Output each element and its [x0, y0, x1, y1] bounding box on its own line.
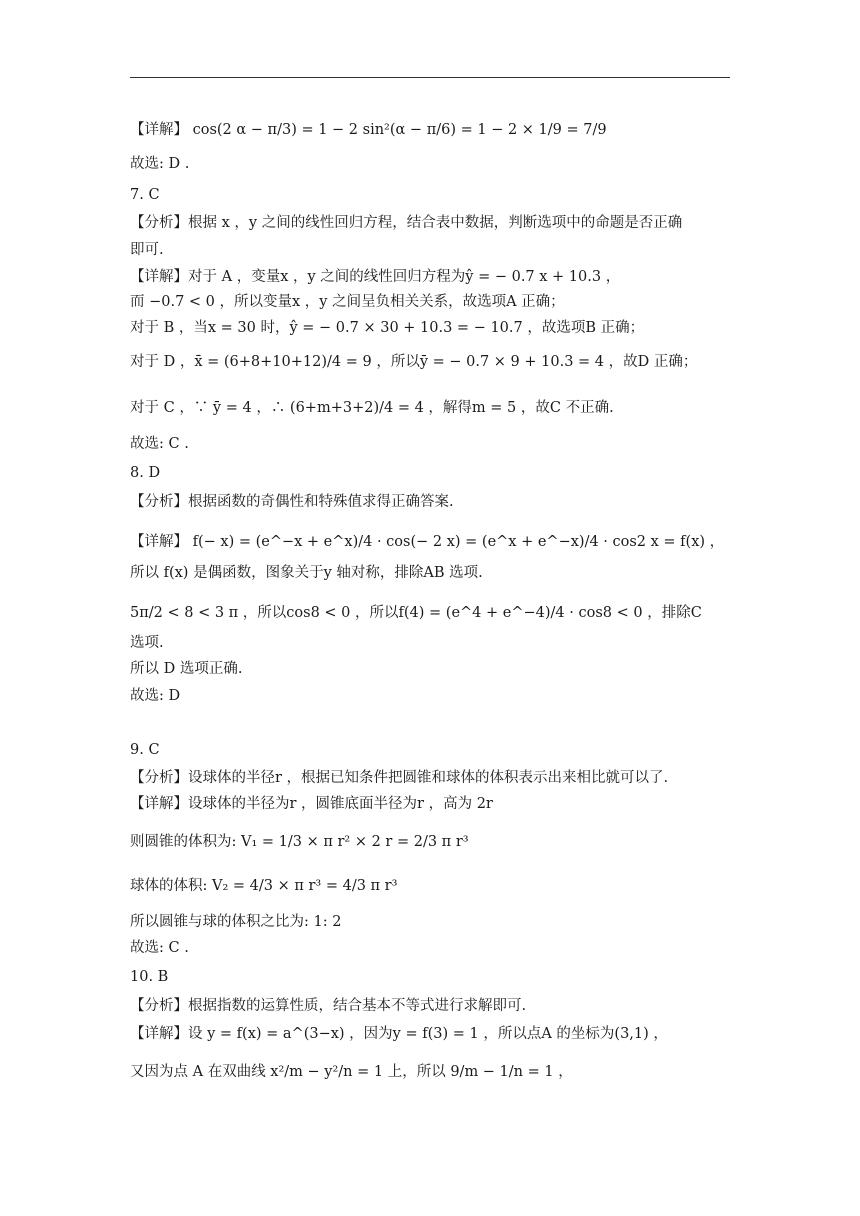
text-line: 即可. — [130, 242, 164, 258]
text-line: 【分析】设球体的半径r ，根据已知条件把圆锥和球体的体积表示出来相比就可以了. — [130, 770, 669, 786]
text-line: 对于 C ，∵ ȳ = 4 ，∴ (6+m+3+2)/4 = 4 ，解得m = 5 ，故C 不正确. — [130, 400, 614, 416]
text-line: 所以 D 选项正确. — [130, 661, 243, 677]
text-line: 【分析】根据指数的运算性质，结合基本不等式进行求解即可. — [130, 998, 527, 1014]
text-line: 【分析】根据 x ，y 之间的线性回归方程，结合表中数据，判断选项中的命题是否正确 — [130, 215, 683, 231]
text-line: 【详解】 cos(2 α − π/3) = 1 − 2 sin²(α − π/6) = 1 − 2 × 1/9 = 7/9 — [130, 122, 607, 138]
text-line: 故选: D — [130, 688, 181, 704]
text-line: 5π/2 < 8 < 3 π ，所以cos8 < 0 ，所以f(4) = (e^4 + e^−4)/4 · cos8 < 0 ，排除C — [130, 605, 702, 621]
question-number: 8. D — [130, 465, 161, 481]
text-line: 对于 B ，当x = 30 时，ŷ = − 0.7 × 30 + 10.3 = − 10.7 ，故选项B 正确； — [130, 320, 645, 336]
text-line: 球体的体积: V₂ = 4/3 × π r³ = 4/3 π r³ — [130, 878, 398, 894]
text-line: 【详解】 f(− x) = (e^−x + e^x)/4 · cos(− 2 x) = (e^x + e^−x)/4 · cos2 x = f(x) ， — [130, 534, 725, 550]
text-line: 所以 f(x) 是偶函数，图象关于y 轴对称，排除AB 选项. — [130, 565, 483, 581]
text-line: 故选: D . — [130, 156, 190, 172]
text-line: 对于 D ，x̄ = (6+8+10+12)/4 = 9 ，所以ȳ = − 0.7 × 9 + 10.3 = 4 ，故D 正确； — [130, 354, 698, 370]
text-line: 【详解】设球体的半径为r ，圆锥底面半径为r ，高为 2r — [130, 796, 493, 812]
text-line: 【详解】设 y = f(x) = a^(3−x) ，因为y = f(3) = 1 ，所以点A 的坐标为(3,1) ， — [130, 1026, 668, 1042]
question-number: 10. B — [130, 969, 169, 985]
text-line: 而 −0.7 < 0 ，所以变量x ，y 之间呈负相关关系，故选项A 正确； — [130, 294, 565, 310]
header-rule — [130, 77, 730, 78]
question-number: 9. C — [130, 742, 160, 758]
text-line: 【分析】根据函数的奇偶性和特殊值求得正确答案. — [130, 494, 454, 510]
text-line: 则圆锥的体积为: V₁ = 1/3 × π r² × 2 r = 2/3 π r³ — [130, 834, 469, 850]
text-line: 选项. — [130, 635, 164, 651]
text-line: 故选: C . — [130, 940, 189, 956]
text-line: 故选: C . — [130, 436, 189, 452]
text-line: 又因为点 A 在双曲线 x²/m − y²/n = 1 上，所以 9/m − 1/n = 1 ， — [130, 1064, 573, 1080]
question-number: 7. C — [130, 187, 160, 203]
text-line: 【详解】对于 A ，变量x ，y 之间的线性回归方程为ŷ = − 0.7 x + 10.3 ， — [130, 269, 621, 285]
text-line: 所以圆锥与球的体积之比为: 1: 2 — [130, 914, 342, 930]
